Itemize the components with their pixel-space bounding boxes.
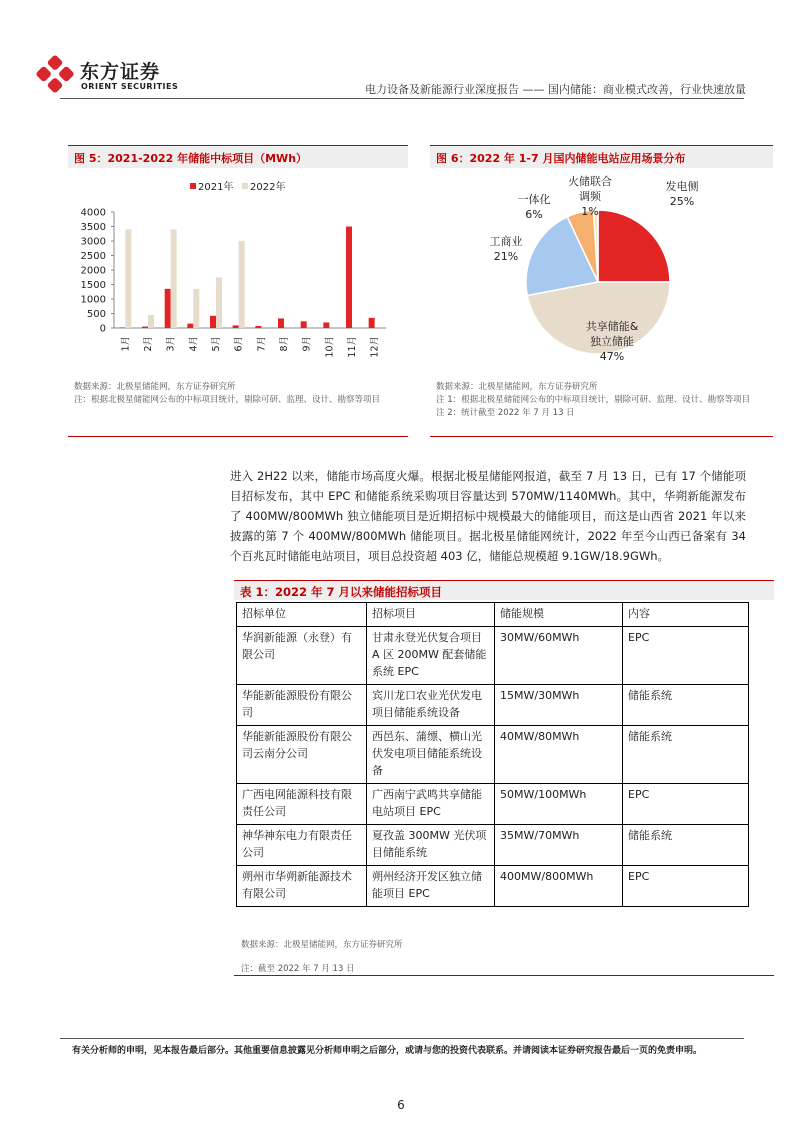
pie-slice — [598, 210, 670, 282]
pie-percent-label: 1% — [581, 205, 599, 218]
table-row — [237, 726, 749, 784]
bar-2021 — [119, 327, 125, 328]
pie-label: 火储联合 — [568, 175, 612, 188]
y-tick-label: 2000 — [80, 265, 106, 277]
x-tick-label: 5月 — [211, 336, 222, 352]
x-tick-label: 10月 — [324, 336, 336, 358]
pie-percent-label: 47% — [599, 350, 625, 363]
table-cell: EPC — [623, 627, 749, 685]
bar-2021 — [278, 318, 284, 328]
logo-english-name: ORIENT SECURITIES — [81, 82, 179, 91]
pie-label: 调频 — [579, 190, 601, 203]
figure-6-note-2: 注 2：统计截至 2022 年 7 月 13 日 — [436, 408, 575, 418]
figure-5-note: 注：根据北极星储能网公布的中标项目统计，剔除可研、监理、设计、勘察等项目 — [74, 395, 381, 405]
table-row — [237, 627, 749, 685]
y-tick-label: 4000 — [80, 207, 106, 219]
bar-chart — [68, 170, 408, 378]
table-cell: 400MW/800MWh — [495, 866, 623, 907]
table-cell: 储能系统 — [623, 825, 749, 866]
disclaimer-text: 有关分析师的申明，见本报告最后部分。其他重要信息披露见分析师申明之后部分，或请与您的投资代表联系。并请阅读本证券研究报告最后一页的免责申明。 — [72, 1046, 703, 1056]
pie-label: 发电侧 — [665, 180, 699, 193]
table-cell: 储能系统 — [623, 726, 749, 784]
x-tick-label: 8月 — [279, 336, 290, 352]
table-cell: 35MW/70MWh — [495, 825, 623, 866]
table-cell: 华能新能源股份有限公司云南分公司 — [237, 726, 367, 784]
y-tick-label: 3500 — [80, 222, 106, 233]
legend-swatch — [242, 183, 248, 189]
pie-label: 独立储能 — [590, 335, 634, 348]
bar-2021 — [323, 322, 329, 328]
header-cell-content: 内容 — [623, 603, 749, 627]
bar-2022 — [216, 277, 222, 328]
figure-6-panel — [430, 145, 773, 437]
bar-2021 — [142, 327, 148, 328]
logo-diamond-icon — [36, 55, 74, 93]
table-cell: EPC — [623, 784, 749, 825]
figure-6-source: 数据来源：北极星储能网，东方证券研究所 — [436, 382, 598, 392]
logo-name: 东方证券 — [80, 61, 161, 83]
legend-label: 2021年 — [198, 182, 234, 193]
table-cell: 宾川龙口农业光伏发电项目储能系统设备 — [367, 685, 495, 726]
bar-2022 — [125, 229, 131, 328]
table-cell: 储能系统 — [623, 685, 749, 726]
table-cell: 神华神东电力有限责任公司 — [237, 825, 367, 866]
legend-swatch — [190, 183, 196, 189]
table-cell: 30MW/60MWh — [495, 627, 623, 685]
table-cell: 广西电网能源科技有限责任公司 — [237, 784, 367, 825]
bar-2021 — [301, 321, 307, 328]
table-cell: 夏孜盖 300MW 光伏项目储能系统 — [367, 825, 495, 866]
bar-2021 — [165, 289, 171, 328]
bar-2022 — [148, 315, 154, 328]
x-tick-label: 4月 — [188, 336, 200, 352]
footer-divider — [60, 1038, 744, 1039]
table-cell: 15MW/30MWh — [495, 685, 623, 726]
table-row — [237, 825, 749, 866]
x-tick-label: 3月 — [165, 336, 177, 352]
pie-percent-label: 6% — [525, 208, 543, 221]
bar-2022 — [171, 229, 177, 328]
pie-label: 工商业 — [489, 235, 523, 248]
figure-6-note-1: 注 1：根据北极星储能网公布的中标项目统计，剔除可研、监理、设计、勘察等项目 — [436, 395, 751, 405]
company-logo — [36, 55, 179, 95]
table-1-note: 注：截至 2022 年 7 月 13 日 — [241, 964, 355, 974]
body-paragraph: 进入 2H22 以来，储能市场高度火爆。根据北极星储能网报道，截至 7 月 13 日，已有 17 个储能项目招标发布，其中 EPC 和储能系统采购项目容量达到 570MW/1140MWh。其中，华朔新能源发布了 400MW/800MWh 独立储能项目是近期招标中规模最大的储能项目，而这是山西省 2021 年以来披露的第 7 个 400MW/800MWh 储能项目。据北极星储能网统计，2022 年至今山西已备案有 34 个百兆瓦时储能电站项目，项目总投资超 403 亿，储能总规模超 9.1GW/18.9GWh。 — [230, 469, 746, 563]
table-cell: 甘肃永登光伏复合项目 A 区 200MW 配套储能系统 EPC — [367, 627, 495, 685]
table-cell: 华能新能源股份有限公司 — [237, 685, 367, 726]
table-header-row — [237, 603, 749, 627]
table-row — [237, 685, 749, 726]
bar-2021 — [187, 324, 193, 328]
pie-label: 一体化 — [517, 193, 551, 206]
header-divider — [60, 98, 744, 99]
y-tick-label: 3000 — [80, 236, 106, 248]
pie-label: 共享储能& — [585, 320, 639, 333]
page-number: 6 — [397, 1098, 405, 1112]
table-row — [237, 866, 749, 907]
table-cell: 广西南宁武鸣共享储能电站项目 EPC — [367, 784, 495, 825]
table-row — [237, 784, 749, 825]
bar-2022 — [193, 289, 199, 328]
x-tick-label: 2月 — [143, 336, 154, 352]
table-cell: 朔州经济开发区独立储能项目 EPC — [367, 866, 495, 907]
figure-5-source: 数据来源：北极星储能网，东方证券研究所 — [74, 382, 236, 392]
pie-chart — [430, 170, 773, 378]
pie-percent-label: 21% — [493, 250, 519, 263]
y-tick-label: 2500 — [80, 251, 106, 262]
table-cell: 40MW/80MWh — [495, 726, 623, 784]
y-tick-label: 500 — [86, 309, 106, 320]
x-tick-label: 1月 — [120, 336, 132, 352]
table-1-title: 表 1：2022 年 7 月以来储能招标项目 — [234, 580, 774, 600]
header-cell-scale: 储能规模 — [495, 603, 623, 627]
tender-projects-table — [236, 602, 749, 907]
report-title: 电力设备及新能源行业深度报告 —— 国内储能：商业模式改善，行业快速放量 — [365, 83, 746, 96]
x-tick-label: 11月 — [347, 336, 358, 358]
table-1-bottom-rule — [234, 975, 774, 976]
header-cell-bidder: 招标单位 — [237, 603, 367, 627]
y-tick-label: 1000 — [80, 294, 106, 306]
table-cell: 50MW/100MWh — [495, 784, 623, 825]
bar-2021 — [369, 318, 375, 328]
header-cell-project: 招标项目 — [367, 603, 495, 627]
table-cell: 华润新能源（永登）有限公司 — [237, 627, 367, 685]
bar-2021 — [233, 325, 239, 328]
figure-6-notes — [436, 381, 769, 420]
bar-2021 — [346, 227, 352, 329]
figure-5-title: 图 5：2021-2022 年储能中标项目（MWh） — [68, 146, 408, 168]
figure-5-panel — [68, 145, 408, 437]
y-tick-label: 0 — [99, 323, 106, 335]
x-tick-label: 7月 — [256, 336, 268, 352]
figure-6-title: 图 6：2022 年 1-7 月国内储能电站应用场景分布 — [430, 146, 773, 168]
x-tick-label: 12月 — [369, 336, 381, 358]
pie-percent-label: 25% — [669, 195, 695, 208]
bar-2021 — [255, 326, 261, 328]
x-tick-label: 9月 — [301, 336, 313, 352]
figure-5-notes — [74, 381, 404, 407]
table-cell: 西邑东、蒲缥、横山光伏发电项目储能系统设备 — [367, 726, 495, 784]
bar-2021 — [210, 316, 216, 328]
table-cell: 朔州市华朔新能源技术有限公司 — [237, 866, 367, 907]
x-tick-label: 6月 — [233, 336, 245, 352]
y-tick-label: 1500 — [80, 280, 106, 291]
bar-2022 — [239, 241, 245, 328]
table-cell: EPC — [623, 866, 749, 907]
legend-label: 2022年 — [250, 182, 286, 193]
table-1-source: 数据来源：北极星储能网，东方证券研究所 — [241, 940, 403, 950]
